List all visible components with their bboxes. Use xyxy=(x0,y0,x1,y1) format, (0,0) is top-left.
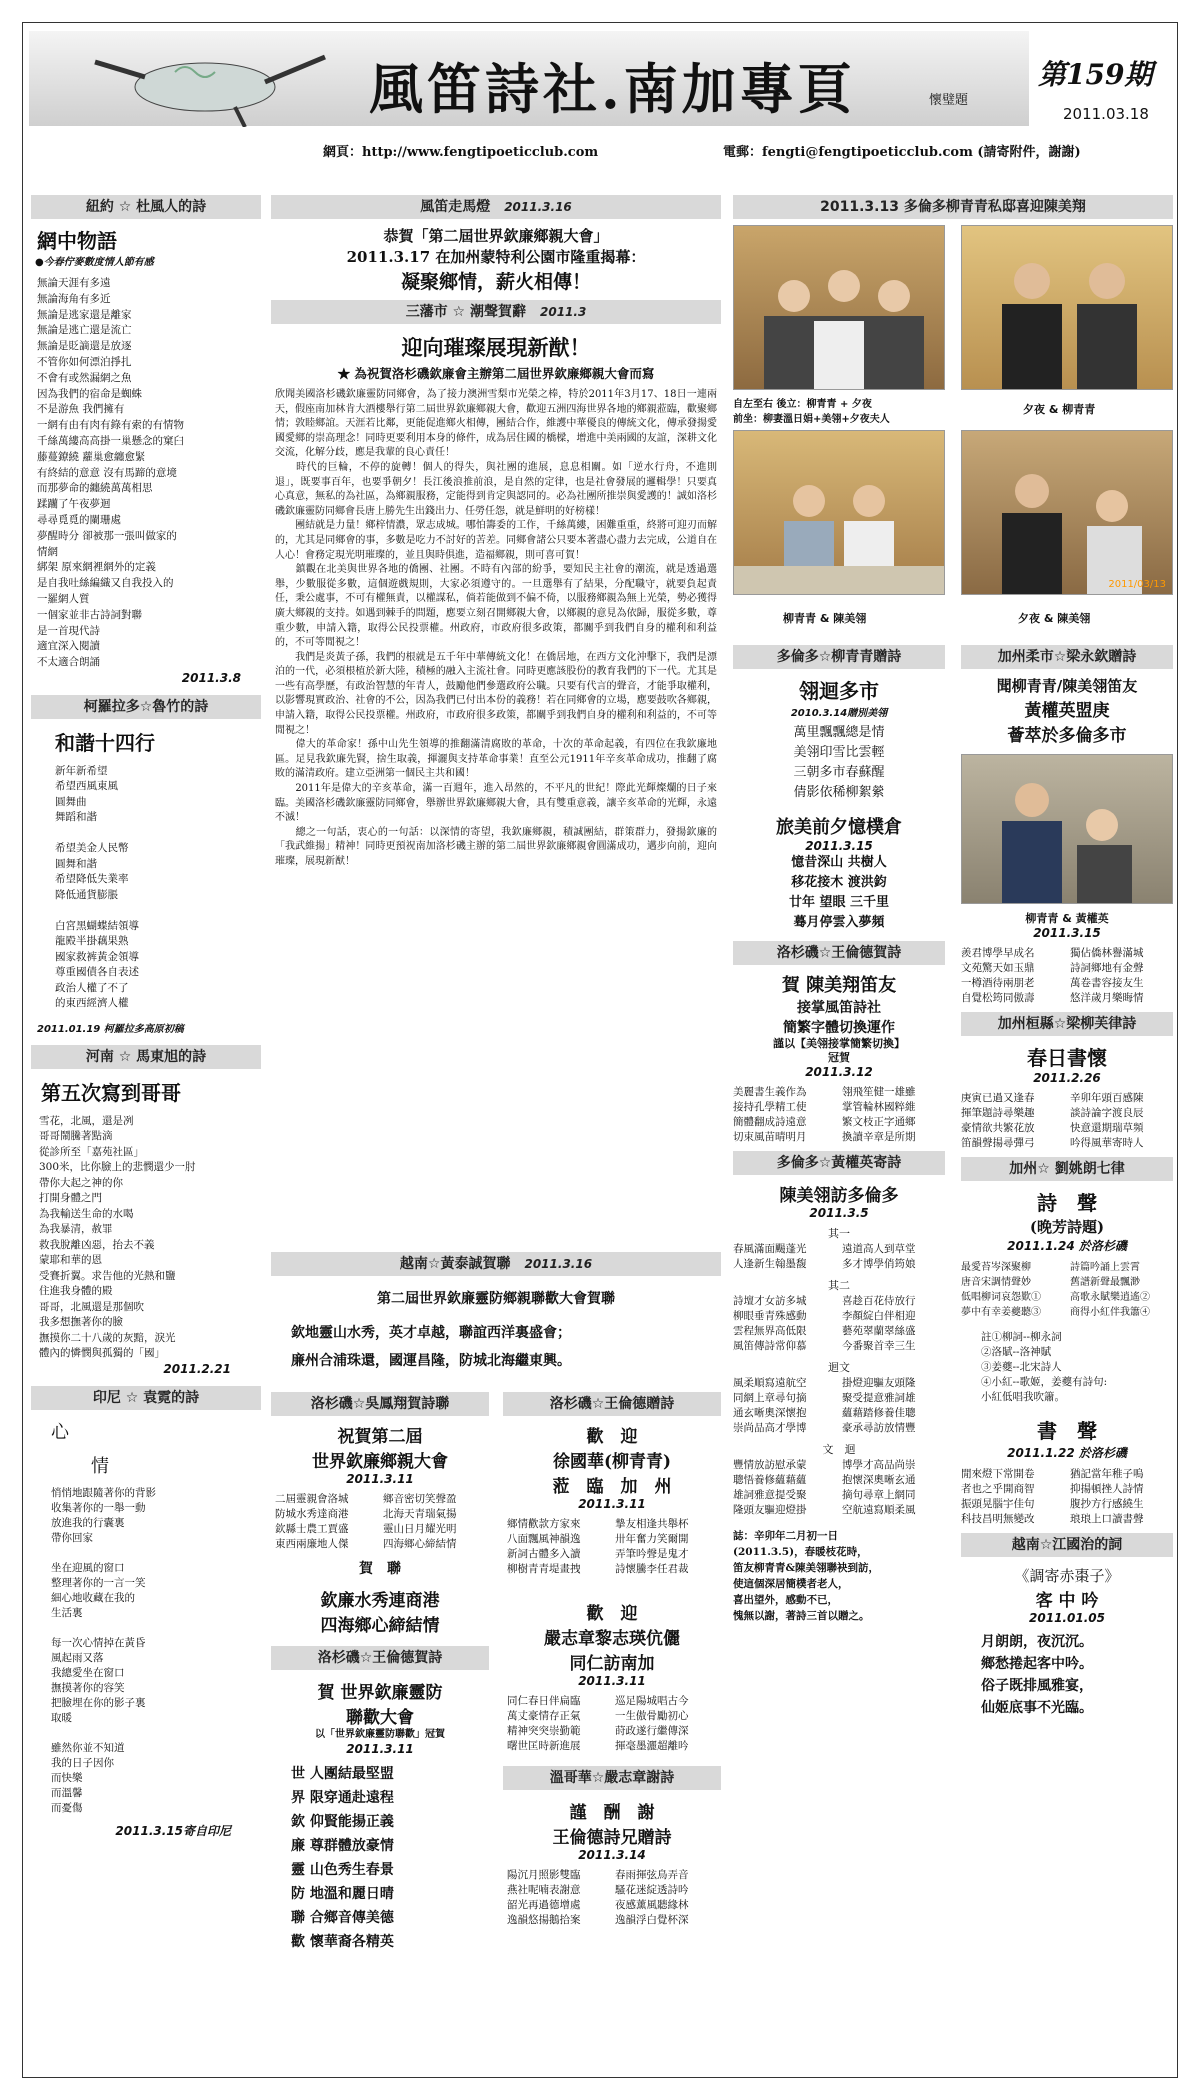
section-bar: 洛杉磯☆王倫德賀詩 xyxy=(271,1646,489,1670)
column-2 xyxy=(271,195,721,2082)
bar-label: 風笛走馬燈 xyxy=(420,199,491,215)
poem-date: 2011.3.8 xyxy=(181,670,241,685)
section-bar: 加州☆ 劉姚朗七律 xyxy=(961,1157,1173,1181)
website-line: 網頁：http://www.fengtipoeticclub.com xyxy=(323,145,599,160)
poem-title: 嚴志章黎志瑛伉儷 xyxy=(544,1629,680,1649)
poem-part: 文 迴 xyxy=(822,1443,856,1456)
congrat-line-1: 恭賀「第二屆世界欽廉鄉親大會」 xyxy=(383,227,609,245)
column-3 xyxy=(733,195,1173,2100)
poem-grid: 二屆靈親會洛城 防城水秀達商港 欽縣士農工賈盛 東西兩廉地人傑 鄉音密切笑聲盈 北海天青瑞氣揚 靈山日月耀光明 四海鄉心締結情 xyxy=(275,1493,457,1550)
poem-grid: 豐情放訪慰承蒙 聰悟養修蘊藉蘊 雄詞雅意提受聚 隆頭友驅迎燈掛 博學才高品尚崇 抱懷深奧晰玄通 摘句尋章上網同 空航遠寫順柔風 xyxy=(733,1459,916,1516)
poem-grid: 美麗書生義作為 接持孔學精工使 簡體翻成詩遠意 切束風苗晴明月 翎飛笙健一雄雖 掌管輪林國粹維 繁文枝正字通鄉 換讀辛章是所期 xyxy=(733,1086,916,1143)
section-bar: 河南 ☆ 馬東旭的詩 xyxy=(31,1045,261,1069)
bar-date: 2011.3.16 xyxy=(504,200,572,214)
couplet-line-2: 廉州合浦珠還，國運昌隆，防城北海繼東興。 xyxy=(291,1353,571,1369)
photo-caption: 夕夜 & 柳青青 xyxy=(1023,403,1096,416)
subcolumn-right xyxy=(961,645,1173,1719)
poem-date: 2011.3.15 xyxy=(805,839,873,853)
section-bar: 多倫多☆柳青青贈詩 xyxy=(733,645,945,669)
poem-date: 2010.3.14贈別美翎 xyxy=(790,708,888,719)
poem-grid: 詩壇才女訪多城 柳眼垂青殊感動 雲程無界高低限 風笛傳詩常仰慕 喜趁百花侍放行 李顏綻白伴相迎 藝苑翠蘭翠絲盛 今番聚首幸三生 xyxy=(733,1295,916,1352)
photo-caption: 自左至右 後立：柳青青 + 夕夜 xyxy=(733,399,872,410)
poem-footnote: 誌：辛卯年二月初一日 (2011.3.5)，春暖枝花時， 笛友柳青青&陳美翎聯袂到訪， 使這個深居簡樸者老人， 喜出望外，感動不已， 愧無以謝，著詩三首以贈之。 xyxy=(733,1530,879,1622)
photo-caption: 柳青青 & 黃權英 xyxy=(1025,912,1109,925)
poem-part: 其一 xyxy=(828,1227,850,1240)
photo-group xyxy=(733,225,945,390)
acrostic-line: 歡 懷華裔各精英 xyxy=(291,1934,394,1950)
poem-date: 2011.3.12 xyxy=(805,1065,873,1079)
poem-part: 迴文 xyxy=(828,1361,850,1374)
poem-grid: 風柔順寫遠航空 同網上章尋句摘 通玄晰奧深懷抱 崇尚品高才學博 掛燈迎驅友頭隆 聚受提意雅詞雄 蘊藉踏修養佳聰 豪承尋訪放情豐 xyxy=(733,1377,916,1434)
poem-title: 黃權英盟庚 xyxy=(1024,701,1110,721)
poem-body: 雪花，北風，還是冽 哥哥鬧騰著點滴 從診所至「嘉苑社區」 300米，比你臉上的悲憫還少一肘 帶你大起之神的你 打開身體之門 為我輸送生命的水喝 為我暴清，赦罪 救我脫離凶惡，抬去不義 蒙耶和華的恩 受賽折翼。求告他的光熱和鹽 住進我身體的殿 哥哥，北風還是那個吹 我多想撫著你的臉 撫摸你二十八歲的灰黯，淚光 體內的憐憫與孤獨的「國」 xyxy=(39,1114,196,1360)
section-bar: 2011.3.13 多倫多柳青青私邸喜迎陳美翔 xyxy=(733,195,1173,219)
poem-body: 憶昔深山 共樹人 移花接木 渡洪鈞 廿年 望眼 三千里 蓦月停雲入夢頻 xyxy=(788,855,890,930)
poem-footnote: 註①柳詞--柳永詞 ②洛賦--洛神賦 ③姜夔--北宋詩人 ④小紅--歌姬，姜夔有詩句: 小紅低唱我吹簫。 xyxy=(981,1331,1108,1403)
section-bar: 加州柔市☆梁永欽贈詩 xyxy=(961,645,1173,669)
poem-body: 新年新希望 希望西風東風 圓舞曲 舞蹈和諧 希望美金人民幣 圓舞和諧 希望降低失業率 降低通貨膨脹 白宮黑蝴蝶結領導 龍殿半掛藕果熟 國家救裤黃金領導 尊重國債各自表述 政治人權了不了 的東西經濟人權 xyxy=(55,764,139,1010)
poem-date: 2011.01.05 xyxy=(1029,1611,1105,1625)
section-bar: 多倫多☆黃權英寄詩 xyxy=(733,1151,945,1175)
poem-date: 2011.01.19 柯羅拉多高原初稿 xyxy=(37,1023,184,1035)
poem-body: 悄悄地跟隨著你的背影 收集著你的一舉一動 放進我的行囊裏 帶你回家 坐在迎風的窗口 整理著你的一言一笑 細心地收藏在我的 生活裏 每一次心情掉在黃昏 風起雨又落 我總愛坐在窗口 撫摸著你的容笑 把臉埋在你的影子裏 取暖 雖然你並不知道 我的日子因你 而快樂 而溫馨 而憂傷 xyxy=(51,1486,156,1814)
poem-title: 同仁訪南加 xyxy=(569,1654,655,1674)
poem-grid: 春風滿面颺蓬光 人逢新生翰墨馥 遠道高人到草堂 多才博學俏筠娘 xyxy=(733,1243,916,1270)
section-bar: 洛杉磯☆王倫德賀詩 xyxy=(733,941,945,965)
section-bar xyxy=(271,195,721,219)
article-headline: 迎向璀璨展現新猷！ xyxy=(401,335,591,360)
poem-title: 客 中 吟 xyxy=(1035,1591,1099,1611)
poem-title-2: 情 xyxy=(91,1455,109,1477)
photo-caption: 前坐：柳妻溫日娟+美翎+夕夜夫人 xyxy=(733,414,890,425)
poem-note: 以「世界欽廉靈防聯歡」冠賀 xyxy=(315,1729,445,1740)
poem-grid: 陽沉月照影雙臨 燕社呢喃表謝意 韶光再過德增處 逸韻悠揚鵝拾案 春雨揮弦鳥弄音 騷花迷綻透詩吟 夜感薰風聽緣林 逸韻浮白覺杯深 xyxy=(507,1869,689,1926)
poem-title: 春日書懷 xyxy=(1027,1046,1107,1070)
photo-timestamp: 2011/03/13 xyxy=(1108,579,1166,590)
acrostic-line: 靈 山色秀生春景 xyxy=(291,1862,394,1878)
poem-grid: 最愛苔岑深聚柳 唐音宋調情聲妙 低唱柳词哀怨歎① 夢中有幸姜夔聽③ 詩篇吟誦上雲霄 舊譜新聲最飄渺 高歌永賦樂逍遙② 商得小紅伴我簫④ xyxy=(961,1262,1150,1318)
poem-date: 2011.1.22 於洛杉磯 xyxy=(1007,1446,1127,1460)
poem-title: 歡 迎 xyxy=(586,1427,638,1447)
poem-grid: 同仁春日伴扁臨 萬丈豪情存正氣 精神突突崇勤範 曙世匡時新進展 巡足陽城唱古今 一生傲骨勵初心 莳政遂行繼傳深 揮毫墨灑超離吟 xyxy=(507,1695,689,1752)
section-bar: 越南☆江國治的詞 xyxy=(961,1533,1173,1557)
poem-date: 2011.3.11 xyxy=(346,1472,414,1486)
acrostic-line: 聯 合鄉音傳美德 xyxy=(291,1910,394,1926)
poem-note: 謹以【美翎接掌簡繁切換】 xyxy=(773,1037,905,1050)
poem-title: 簡繁字體切換運作 xyxy=(783,1020,895,1036)
poem-date: 2011.2.26 xyxy=(1033,1071,1101,1085)
photo-pair-2 xyxy=(733,430,945,595)
subcolumn-left xyxy=(733,645,945,1624)
poem-grid: 閒來燈下常開卷 者也之乎開商智 振頭晃腦宇佳句 科技昌明無變改 猶記當年稚子嗚 抑揚頓挫人詩情 腹抄方行感繞生 琅琅上口讀書聲 xyxy=(961,1468,1144,1525)
pair-photo-figures xyxy=(962,755,1173,904)
couplet-line-2: 四海鄉心締結情 xyxy=(320,1616,440,1636)
newspaper-page xyxy=(22,22,1178,2078)
poem-grid: 庚寅已過又逢春 揮筆題詩尋樂趣 豪情欲共繁花放 笛韻聲揚尋彈弓 辛卯年頭百感陳 談詩論字渡良辰 快意還期瑞草頻 吟得風華寄時人 xyxy=(961,1092,1144,1149)
section-bar: 洛杉磯☆吳鳳翔賀詩聯 xyxy=(271,1392,489,1416)
issue-date: 2011.03.18 xyxy=(1063,105,1149,123)
section-bar xyxy=(271,300,721,324)
poem-title: 詩 聲 xyxy=(1037,1191,1097,1215)
bar-label: 越南☆黃泰誠賀聯 xyxy=(399,1256,511,1272)
section-bar: 紐約 ☆ 杜風人的詩 xyxy=(31,195,261,219)
poem-title: 薈萃於多倫多市 xyxy=(1007,726,1127,746)
poem-body: 月朗朗，夜沉沉。 鄉愁捲起客中吟。 俗子既排風雅宴， 仙姬底事不光臨。 xyxy=(981,1634,1093,1716)
poem-title: 歡 迎 xyxy=(586,1604,638,1624)
pair-photo-figures xyxy=(734,431,945,595)
couplet-line-1: 欽廉水秀連商港 xyxy=(320,1591,440,1611)
photo-caption: 夕夜 & 陳美翎 xyxy=(1018,612,1091,625)
acrostic-line: 防 地溫和麗日晴 xyxy=(291,1886,394,1902)
masthead-title: 風笛詩社.南加專頁 xyxy=(369,57,856,121)
poem-title: 翎迴多市 xyxy=(799,679,879,703)
poem-title: 陳美翎訪多倫多 xyxy=(779,1186,899,1206)
poem-date: 2011.1.24 於洛杉磯 xyxy=(1007,1239,1127,1253)
poem-subtitle: ●今春佇麥數度情人節有感 xyxy=(35,257,154,268)
couplet-heading: 賀 聯 xyxy=(359,1561,401,1577)
poem-title: 接掌風笛詩社 xyxy=(797,1000,881,1016)
congrat-line-2: 2011.3.17 在加州蒙特利公園市隆重揭幕： xyxy=(346,248,646,266)
bar-label: 三藩市 ☆ 潮聲賀辭 xyxy=(405,304,526,320)
section-bar: 加州桓縣☆梁柳芙律詩 xyxy=(961,1012,1173,1036)
pair-photo-figures xyxy=(962,226,1173,390)
poem-title: 蒞 臨 加 州 xyxy=(552,1477,672,1497)
poem-title: 祝賀第二屆 xyxy=(337,1427,423,1447)
bar-date: 2011.3 xyxy=(540,305,587,319)
poem-part: 其二 xyxy=(828,1279,850,1292)
photo-pair-1 xyxy=(961,225,1173,390)
poem-title: 聯歡大會 xyxy=(346,1708,414,1728)
poem-body: 萬里飄飄總是情 美翎印雪比雲輕 三朝多市春蘇醒 倩影依稀柳絮縈 xyxy=(793,725,885,800)
subcolumn-left xyxy=(271,1392,489,1954)
poem-date: 2011.3.11 xyxy=(578,1497,646,1511)
pair-photo-figures xyxy=(962,431,1173,595)
poem-grid: 鄉情歡款方家來 八面飄風神韻逸 新詞古體多入讀 柳樹青青堤畫拽 摯友相逢共舉杯 卅年奮力笑爾開 弄筆吟聲是鬼才 詩懷騰李任君裁 xyxy=(507,1518,689,1575)
acrostic-poem xyxy=(291,1762,489,1954)
poem-title: 謹 酬 謝 xyxy=(569,1803,655,1823)
photo-pair-3 xyxy=(961,430,1173,595)
poem-date: 2011.3.15寄自印尼 xyxy=(115,1823,231,1838)
photo-caption: 柳青青 & 陳美翎 xyxy=(783,612,867,625)
poem-title: 王倫德詩兄贈詩 xyxy=(552,1828,672,1848)
poem-title: 聞柳青青/陳美翎笛友 xyxy=(996,677,1138,695)
poem-note: 冠賀 xyxy=(828,1051,850,1064)
poem-title: 書 聲 xyxy=(1037,1419,1097,1443)
couplet-line-1: 欽地靈山水秀，英才卓越，聯誼西洋裏盛會； xyxy=(291,1325,571,1341)
bar-date: 2011.3.16 xyxy=(524,1257,593,1271)
poem-title: 賀 世界欽廉靈防 xyxy=(317,1683,443,1703)
title-signature: 懷璧題 xyxy=(929,93,969,108)
section-bar: 柯羅拉多☆魯竹的詩 xyxy=(31,695,261,719)
acrostic-line: 世 人團結最堅盟 xyxy=(291,1766,394,1782)
poem-date: 2011.2.21 xyxy=(163,1361,231,1376)
email-line: 電郵：fengti@fengtipoeticclub.com (請寄附件，謝謝) xyxy=(723,145,1081,160)
subcolumn-right xyxy=(503,1392,721,1934)
article-body: 欣聞美國洛杉磯欽廉靈防同鄉會，為了接力澳洲雪梨市光榮之棒，特於2011年3月17、18日一連兩天，假座南加林肯大酒樓舉行第二屆世界欽廉鄉親大會，歡迎五洲四海世界各地的鄉親蒞臨，歡聚鄉情；敦睦鄉誼。天涯若比鄰，更能促進鄉火相傳，團結合作，維護中華優良的傳統文化，傳承發揚愛國愛鄉的崇高理念！同時更要利用本身的條件，成為居住國的橋樑，增進中美兩國的友誼，深耕文化交流，化解分歧，應是我輩的良心責任！ 時代的巨輪，不停的旋轉！個人的得失，與社團的進展，息息相關。如「逆水行舟，不進則退」，既要事百年，也要爭朝夕！長江後浪推前浪，是自然的定律，也是社會發展的邏輯學！只要真心真意，無私的為社區，為鄉親服務，定能得到肯定與認同的。必為社團所推崇與愛護的！誠如洛杉磯欽廉靈防同鄉會長唐上勝先生出錢出力、任勞任怨，就是鮮明的好榜樣！ 團結就是力量！鄉梓情濃，眾志成城。哪怕籌委的工作，千絲萬縷，困難重重，終將可迎刃而解的，尤其是同鄉會的事，多數是吃力不討好的苦差。同鄉會諸公只要本著盡心盡力去完成，公道自在人心！會務定現光明璀璨的，並且與時俱進，造福鄉親，則可喜可賀！ 鎮觀在北美與世界各地的僑團、社團。不時有內部的紛爭，要知民主社會的潮流，就是透過選舉，少數服從多數，這個遊戲規則，大家必須遵守的。一旦選舉有了結果，分配職守，就要負起責任，秉公處事，不可有權無責，以權謀私，倘若能做到不偏不倚，以服務鄉親為無上光榮，勢必獲得廣大鄉親的支持。如遇到棘手的問題，應要立刻召開鄉親大會，以鄉親的意見為依歸，服從多數，尊重少數，申請入籍，取得公民投票權。州政府，市政府很多政策，都關乎到我們自身的權利和利益的，不可等閒視之！ 我們是炎黃子孫，我們的根就是五千年中華傳統文化！在僑居地，在西方文化沖擊下，我們是漂泊的一代，必須根植於新大陸，積極的融入主流社會。同時更應該股份的教育我們的下一代。尤其是一些有高學歷，有政治智慧的年青人，鼓勵他們參選政府公職。只要有代言的聲音，才能爭取權利，以影響現實政治、社會的不公，因為我們已付出本份的義務！若在同鄉會的立場，應要鼓吹各鄉親，申請入籍，取得公民投票權。州政府，市政府很多政策，都關乎到我們自身的權利和利益的，不可等閒視之！ 偉大的革命家！孫中山先生領導的推翻滿清腐敗的革命，十次的革命起義，有四位在我欽廉地區。足見我欽廉先賢，捨生取義，揮灑與支持革命事業！直至公元1911年辛亥革命成功，推翻了腐敗的滿清政府。建立亞洲第一個民主共和國！ 2011年是偉大的辛亥革命，滿一百週年，進入昂然的，不平凡的世紀！際此光輝燦爛的日子來臨。美國洛杉磯欽廉靈防同鄉會，舉辦世界欽廉鄉親大會，具有雙重意義，讓辛亥革命的光輝，永遠不滅！ 總之一句話，衷心的一句話：以深情的寄望，我欽廉鄉親，積誠團結，群策群力，發揚欽廉的「我武維揚」精神！同時更預祝南加洛杉磯主辦的第二屆世界欽廉鄉親會圓滿成功，邁步向前，迎向璀璨，展現新猷！ xyxy=(275,389,717,867)
group-photo-figures xyxy=(734,226,945,390)
column-1 xyxy=(31,195,261,1839)
poem-grid: 羨君博學早成名 文苑驚天如玉鼎 一樽酒待兩朋老 自覺松筠同傲壽 獨佔僑林譽滿城 詩詞鄉地有金聲 萬卷書容接友生 悠洋歲月樂晦情 xyxy=(961,947,1144,1004)
poem-title: 旅美前夕憶樸倉 xyxy=(776,817,902,838)
poem-body: 無論天涯有多遠 無論海角有多近 無論是逃家還是離家 無論是逃亡還是流亡 無論是貶謫還是放逐 不管你如何漂泊掙扎 不會有或然漏網之魚 因為我們的宿命是蜘蛛 不是游魚 我們擁有 一網有由有肉有錄有索的有情物 千絲萬縷高高掛一巢懸念的窠臼 藤蔓鐐繞 蘿巢愈纏愈緊 有終結的意意 沒有馬蹄的意境 而那夢命的纏繞萬萬相思 蹂躪了午夜夢迴 尋尋覓覓的闌珊處 夢醒時分 卻被那一張叫做家的 情網 綁架 原來網裡網外的定義 是自我吐絲編織又自我投入的 一羅網人質 一個家並非古詩詞對聯 是一首現代詩 適宜深入閱讀 不太適合朗誦 xyxy=(37,277,184,669)
poem-date: 2011.3.14 xyxy=(578,1848,646,1862)
section-bar: 洛杉磯☆王倫德贈詩 xyxy=(503,1392,721,1416)
poem-title: 賀 陳美翔笛友 xyxy=(781,975,897,996)
congrat-line-3: 凝聚鄉情，薪火相傳！ xyxy=(400,271,591,293)
poem-date: 2011.3.11 xyxy=(346,1742,414,1756)
article-subheadline: ★ 為祝賀洛杉磯欽廉會主辦第二屆世界欽廉鄉親大會而寫 xyxy=(337,366,655,381)
poem-title: 第五次寫到哥哥 xyxy=(41,1080,181,1105)
poem-title: 《調寄赤棗子》 xyxy=(1014,1567,1120,1585)
poem-title-1: 心 xyxy=(51,1421,69,1443)
poem-title: (晚芳詩題) xyxy=(1029,1218,1105,1236)
acrostic-line: 界 限穿通赴遠程 xyxy=(291,1790,394,1806)
poem-date: 2011.3.11 xyxy=(578,1674,646,1688)
masthead-banner xyxy=(29,31,1029,126)
poem-date: 2011.3.5 xyxy=(809,1206,869,1220)
acrostic-line: 廉 尊群體放豪情 xyxy=(291,1838,394,1854)
poem-title: 徐國華(柳青青) xyxy=(552,1452,672,1472)
couplet-title: 第二屆世界欽廉靈防鄉親聯歡大會賀聯 xyxy=(377,1291,615,1307)
photo-pair-4 xyxy=(961,754,1173,904)
poem-title: 世界欽廉鄉親大會 xyxy=(312,1452,448,1472)
poem-date: 2011.3.15 xyxy=(1033,926,1101,940)
section-bar: 印尼 ☆ 袁霓的詩 xyxy=(31,1386,261,1410)
acrostic-line: 欽 仰賢能揚正義 xyxy=(291,1814,394,1830)
section-bar xyxy=(271,1252,721,1276)
poem-title: 網中物語 xyxy=(37,229,117,253)
bagpipe-logo xyxy=(35,37,335,127)
issue-number: 第159期 xyxy=(1038,58,1153,91)
poem-title: 和諧十四行 xyxy=(55,730,155,755)
section-bar: 溫哥華☆嚴志章謝詩 xyxy=(503,1766,721,1790)
